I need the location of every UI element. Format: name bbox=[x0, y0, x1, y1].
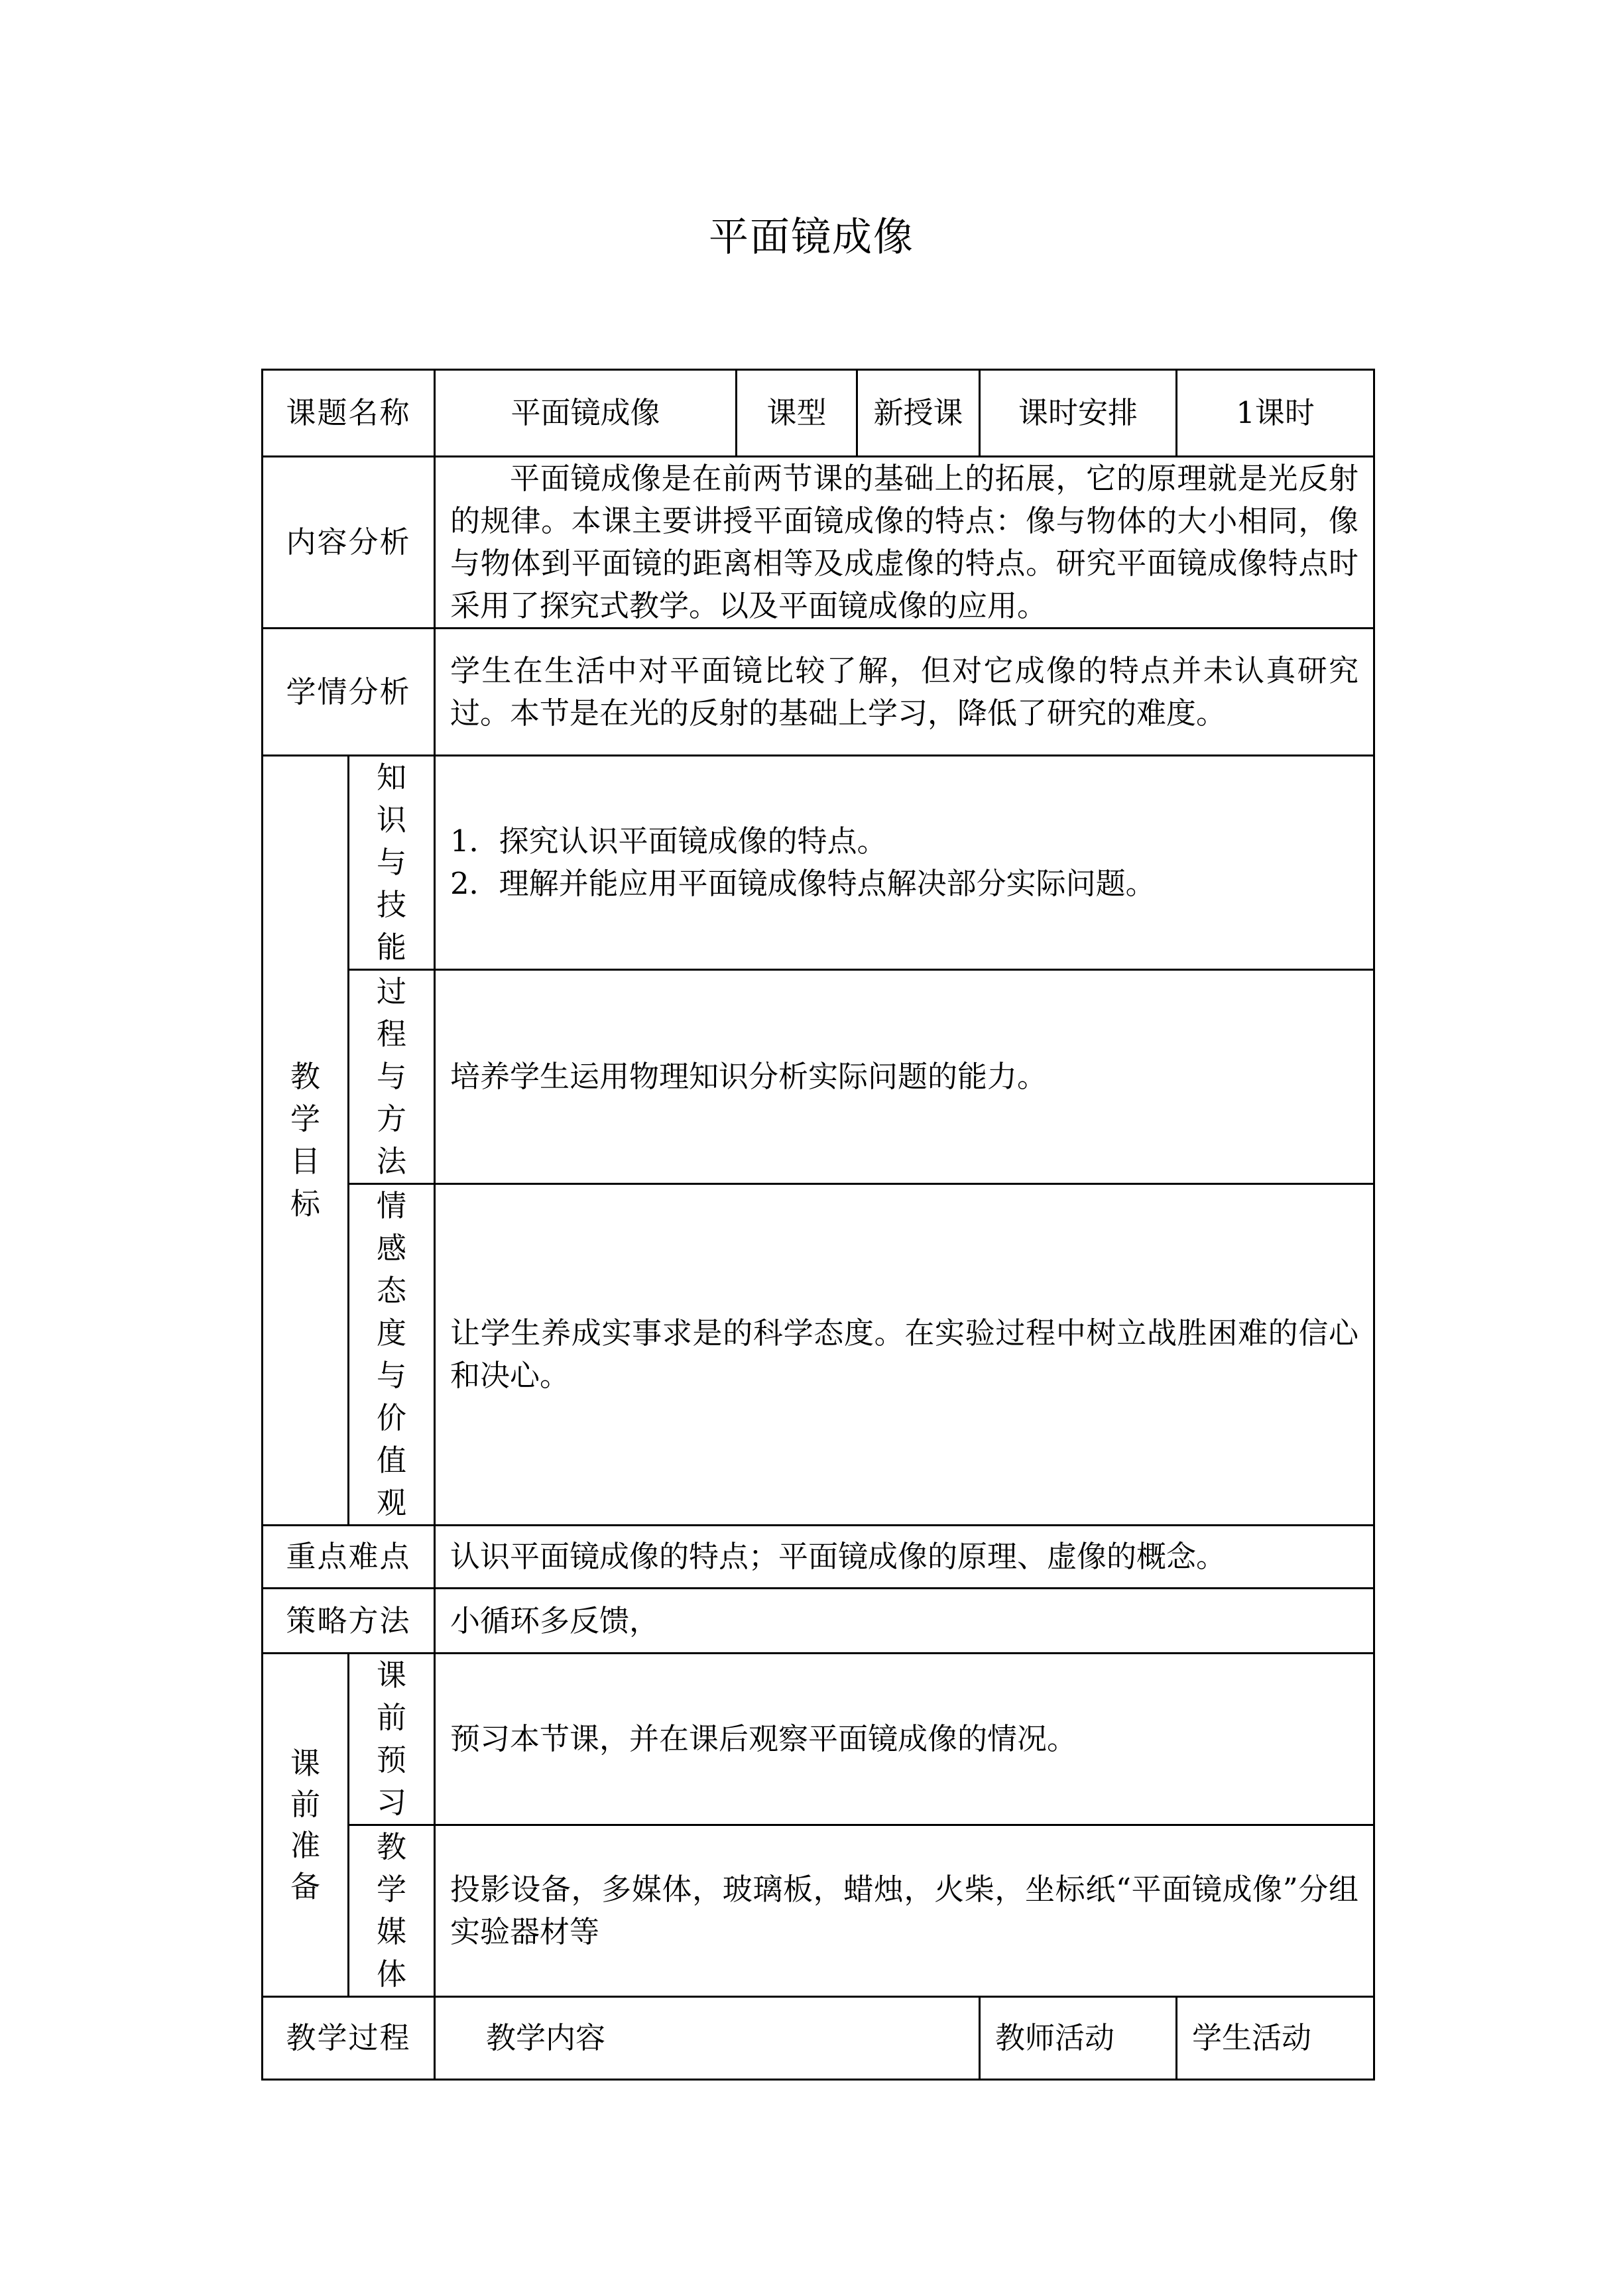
objective-knowledge-row bbox=[263, 756, 1374, 970]
emotion-label-line: 值观 bbox=[377, 1443, 407, 1520]
topic-value: 平面镜成像 bbox=[435, 370, 737, 457]
student-analysis-row bbox=[263, 629, 1374, 756]
student-analysis-text: 学生在生活中对平面镜比较了解，但对它成像的特点并未认真研究过。本节是在光的反射的基础上学习，降低了研究的难度。 bbox=[435, 629, 1374, 756]
preparation-label bbox=[263, 1654, 349, 1997]
teacher-activity-header: 教师活动 bbox=[980, 1997, 1177, 2080]
content-analysis-text: 平面镜成像是在前两节课的基础上的拓展，它的原理就是光反射的规律。本课主要讲授平面镜成像的特点：像与物体的大小相同，像与物体到平面镜的距离相等及成虚像的特点。研究平面镜成像特点时采用了探究式教学。以及平面镜成像的应用。 bbox=[435, 457, 1374, 629]
media-label-line: 教学 bbox=[377, 1829, 407, 1907]
strategy-row bbox=[263, 1589, 1374, 1654]
strategy-label: 策略方法 bbox=[263, 1589, 435, 1654]
objectives-label-char: 教 bbox=[290, 1059, 320, 1094]
header-row bbox=[263, 370, 1374, 457]
key-points-label: 重点难点 bbox=[263, 1526, 435, 1589]
preview-text: 预习本节课，并在课后观察平面镜成像的情况。 bbox=[435, 1654, 1374, 1825]
schedule-label: 课时安排 bbox=[980, 370, 1177, 457]
page-title: 平面镜成像 bbox=[709, 214, 914, 261]
preparation-label-char: 课 bbox=[290, 1745, 320, 1781]
emotion-label-line: 态度 bbox=[377, 1273, 407, 1351]
objective-emotion-row bbox=[263, 1184, 1374, 1526]
type-value: 新授课 bbox=[857, 370, 980, 457]
emotion-label bbox=[349, 1184, 435, 1526]
preparation-label-char: 备 bbox=[290, 1868, 320, 1904]
knowledge-label bbox=[349, 756, 435, 970]
teaching-process-label: 教学过程 bbox=[263, 1997, 435, 2080]
strategy-text: 小循环多反馈， bbox=[435, 1589, 1374, 1654]
process-header-row bbox=[263, 1997, 1374, 2080]
preparation-label-char: 前 bbox=[290, 1786, 320, 1822]
emotion-label-line: 情感 bbox=[377, 1188, 407, 1266]
content-analysis-label: 内容分析 bbox=[263, 457, 435, 629]
preview-label-line: 课前 bbox=[377, 1658, 407, 1735]
preview-label bbox=[349, 1654, 435, 1825]
objectives-label-char: 标 bbox=[290, 1186, 320, 1221]
process-label bbox=[349, 970, 435, 1184]
media-label-line: 媒体 bbox=[377, 1914, 407, 1992]
type-label: 课型 bbox=[737, 370, 857, 457]
emotion-label-line: 与价 bbox=[377, 1358, 407, 1435]
preparation-preview-row bbox=[263, 1654, 1374, 1825]
preparation-media-row bbox=[263, 1825, 1374, 1997]
teaching-content-header: 教学内容 bbox=[435, 1997, 980, 2080]
knowledge-label-line: 知识 bbox=[377, 760, 407, 837]
objectives-label-char: 目 bbox=[290, 1144, 320, 1179]
emotion-text: 让学生养成实事求是的科学态度。在实验过程中树立战胜困难的信心和决心。 bbox=[435, 1184, 1374, 1526]
process-text: 培养学生运用物理知识分析实际问题的能力。 bbox=[435, 970, 1374, 1184]
process-label-line: 方法 bbox=[377, 1101, 407, 1179]
schedule-value: 1课时 bbox=[1177, 370, 1374, 457]
preview-label-line: 预习 bbox=[377, 1742, 407, 1820]
preparation-label-char: 准 bbox=[290, 1827, 320, 1863]
student-activity-header: 学生活动 bbox=[1177, 1997, 1374, 2080]
objective-process-row bbox=[263, 970, 1374, 1184]
key-points-text: 认识平面镜成像的特点；平面镜成像的原理、虚像的概念。 bbox=[435, 1526, 1374, 1589]
objectives-label-char: 学 bbox=[290, 1101, 320, 1136]
student-analysis-label: 学情分析 bbox=[263, 629, 435, 756]
media-label bbox=[349, 1825, 435, 1997]
knowledge-item: 2．理解并能应用平面镜成像特点解决部分实际问题。 bbox=[450, 866, 1156, 901]
process-label-line: 与 bbox=[377, 1059, 407, 1094]
key-points-row bbox=[263, 1526, 1374, 1589]
content-analysis-row bbox=[263, 457, 1374, 629]
knowledge-text bbox=[435, 756, 1374, 970]
knowledge-label-line: 技能 bbox=[377, 887, 407, 965]
media-text: 投影设备，多媒体，玻璃板，蜡烛，火柴，坐标纸“平面镜成像”分组实验器材等 bbox=[435, 1825, 1374, 1997]
knowledge-item: 1．探究认识平面镜成像的特点。 bbox=[450, 823, 887, 859]
lesson-plan-table bbox=[261, 369, 1375, 2081]
process-label-line: 过程 bbox=[377, 974, 407, 1052]
topic-label: 课题名称 bbox=[263, 370, 435, 457]
objectives-label bbox=[263, 756, 349, 1526]
knowledge-label-line: 与 bbox=[377, 845, 407, 880]
